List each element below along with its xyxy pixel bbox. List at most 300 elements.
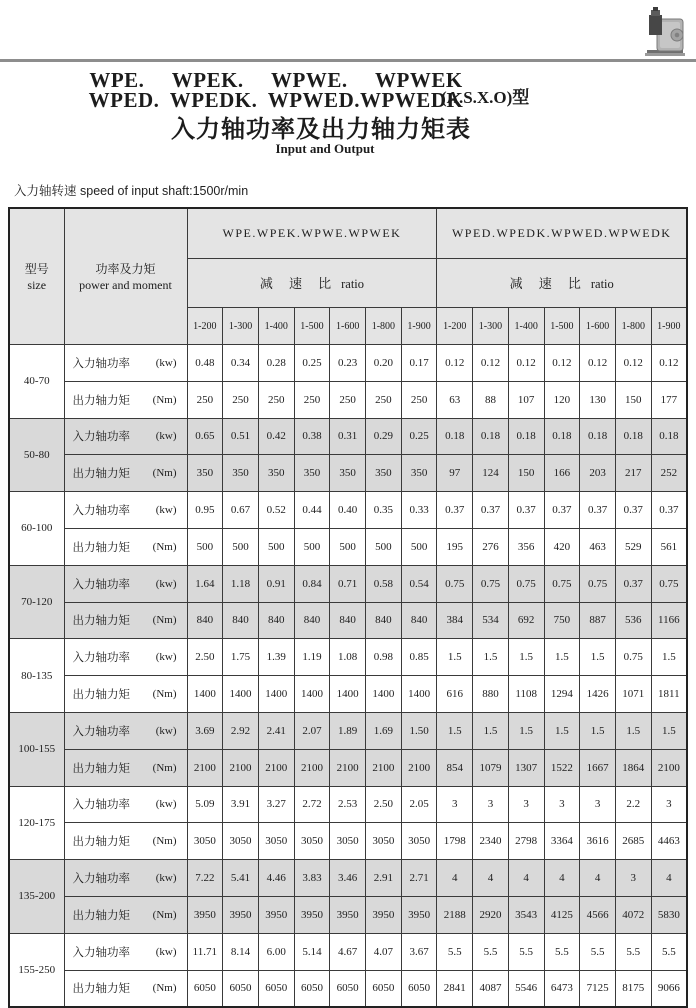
torque-value-cell: 203 bbox=[580, 455, 616, 492]
torque-value-cell: 880 bbox=[473, 676, 509, 713]
power-value-cell: 0.85 bbox=[401, 639, 437, 676]
power-value-cell: 0.18 bbox=[473, 418, 509, 455]
power-value-cell: 1.5 bbox=[580, 639, 616, 676]
torque-value-cell: 529 bbox=[615, 528, 651, 565]
torque-value-cell: 6473 bbox=[544, 970, 580, 1007]
power-moment-header-en: power and moment bbox=[79, 277, 172, 292]
torque-row-label-unit: (Nm) bbox=[152, 982, 177, 995]
torque-value-cell: 1426 bbox=[580, 676, 616, 713]
torque-value-cell: 4463 bbox=[651, 823, 687, 860]
size-column-header bbox=[9, 208, 64, 345]
power-value-cell: 2.72 bbox=[294, 786, 330, 823]
torque-value-cell: 4087 bbox=[473, 970, 509, 1007]
torque-value-cell: 6050 bbox=[366, 970, 402, 1007]
power-value-cell: 0.34 bbox=[223, 345, 259, 382]
power-value-cell: 0.25 bbox=[294, 345, 330, 382]
power-value-cell: 1.64 bbox=[187, 565, 223, 602]
table-row-torque bbox=[9, 676, 687, 713]
torque-value-cell: 350 bbox=[294, 455, 330, 492]
power-torque-table bbox=[8, 207, 688, 1008]
power-row-label-unit: (kw) bbox=[155, 651, 177, 664]
power-value-cell: 2.91 bbox=[366, 860, 402, 897]
torque-row-label-unit: (Nm) bbox=[152, 688, 177, 701]
torque-value-cell: 3950 bbox=[258, 896, 294, 933]
torque-value-cell: 1864 bbox=[615, 749, 651, 786]
torque-value-cell: 6050 bbox=[187, 970, 223, 1007]
power-value-cell: 4 bbox=[580, 860, 616, 897]
torque-value-cell: 150 bbox=[615, 381, 651, 418]
power-value-cell: 3 bbox=[544, 786, 580, 823]
power-value-cell: 0.84 bbox=[294, 565, 330, 602]
torque-row-label-unit: (Nm) bbox=[152, 835, 177, 848]
torque-value-cell: 350 bbox=[330, 455, 366, 492]
power-row-label-text: 入力轴功率 bbox=[72, 576, 130, 591]
power-value-cell: 3.46 bbox=[330, 860, 366, 897]
power-value-cell: 1.08 bbox=[330, 639, 366, 676]
torque-row-label bbox=[64, 749, 187, 786]
power-row-label-text: 入力轴功率 bbox=[72, 503, 130, 518]
power-value-cell: 0.95 bbox=[187, 492, 223, 529]
power-moment-header-cn: 功率及力矩 bbox=[95, 261, 156, 276]
torque-value-cell: 2100 bbox=[187, 749, 223, 786]
torque-value-cell: 250 bbox=[401, 381, 437, 418]
torque-row-label-text: 出力轴力矩 bbox=[72, 907, 130, 922]
torque-row-label bbox=[64, 896, 187, 933]
torque-value-cell: 2340 bbox=[473, 823, 509, 860]
power-value-cell: 4.67 bbox=[330, 933, 366, 970]
torque-value-cell: 6050 bbox=[223, 970, 259, 1007]
power-value-cell: 0.98 bbox=[366, 639, 402, 676]
power-value-cell: 5.5 bbox=[651, 933, 687, 970]
power-row-label-text: 入力轴功率 bbox=[72, 797, 130, 812]
torque-value-cell: 6050 bbox=[401, 970, 437, 1007]
power-value-cell: 0.37 bbox=[651, 492, 687, 529]
group-header-double: WPED.WPEDK.WPWED.WPWEDK bbox=[437, 208, 687, 259]
torque-value-cell: 195 bbox=[437, 528, 473, 565]
ratio-tick: 1-600 bbox=[580, 308, 616, 345]
torque-value-cell: 3950 bbox=[294, 896, 330, 933]
torque-row-label bbox=[64, 970, 187, 1007]
size-column-header-cn: 型号 bbox=[24, 261, 49, 276]
torque-value-cell: 854 bbox=[437, 749, 473, 786]
torque-row-label-text: 出力轴力矩 bbox=[72, 834, 130, 849]
power-value-cell: 3.67 bbox=[401, 933, 437, 970]
table-row-power bbox=[9, 933, 687, 970]
torque-value-cell: 4566 bbox=[580, 896, 616, 933]
power-value-cell: 5.5 bbox=[437, 933, 473, 970]
power-row-label-unit: (kw) bbox=[155, 577, 177, 590]
torque-row-label-text: 出力轴力矩 bbox=[72, 760, 130, 775]
torque-value-cell: 107 bbox=[508, 381, 544, 418]
ratio-tick: 1-800 bbox=[366, 308, 402, 345]
torque-value-cell: 536 bbox=[615, 602, 651, 639]
torque-value-cell: 3950 bbox=[401, 896, 437, 933]
power-value-cell: 0.75 bbox=[437, 565, 473, 602]
power-value-cell: 3 bbox=[615, 860, 651, 897]
power-value-cell: 6.00 bbox=[258, 933, 294, 970]
power-value-cell: 3 bbox=[437, 786, 473, 823]
power-value-cell: 0.51 bbox=[223, 418, 259, 455]
torque-value-cell: 500 bbox=[330, 528, 366, 565]
power-row-label-text: 入力轴功率 bbox=[72, 723, 130, 738]
power-value-cell: 0.37 bbox=[580, 492, 616, 529]
torque-value-cell: 840 bbox=[401, 602, 437, 639]
power-row-label-text: 入力轴功率 bbox=[72, 355, 130, 370]
type-designation: (A.S.X.O)型 bbox=[441, 88, 530, 107]
header-divider bbox=[0, 59, 696, 62]
torque-value-cell: 6050 bbox=[294, 970, 330, 1007]
power-value-cell: 0.75 bbox=[544, 565, 580, 602]
ratio-header-single bbox=[187, 259, 437, 308]
torque-row-label-unit: (Nm) bbox=[152, 908, 177, 921]
ratio-tick: 1-500 bbox=[294, 308, 330, 345]
table-row-power bbox=[9, 639, 687, 676]
power-value-cell: 1.5 bbox=[544, 712, 580, 749]
table-row-torque bbox=[9, 749, 687, 786]
power-value-cell: 5.5 bbox=[615, 933, 651, 970]
power-value-cell: 0.12 bbox=[580, 345, 616, 382]
torque-value-cell: 2188 bbox=[437, 896, 473, 933]
power-value-cell: 0.12 bbox=[615, 345, 651, 382]
table-row-power bbox=[9, 418, 687, 455]
power-value-cell: 0.29 bbox=[366, 418, 402, 455]
power-value-cell: 0.25 bbox=[401, 418, 437, 455]
torque-value-cell: 5830 bbox=[651, 896, 687, 933]
power-value-cell: 0.18 bbox=[437, 418, 473, 455]
torque-row-label bbox=[64, 676, 187, 713]
torque-value-cell: 1400 bbox=[223, 676, 259, 713]
power-value-cell: 4.07 bbox=[366, 933, 402, 970]
input-speed-note bbox=[14, 181, 248, 199]
torque-value-cell: 250 bbox=[366, 381, 402, 418]
power-row-label-unit: (kw) bbox=[155, 945, 177, 958]
torque-value-cell: 1400 bbox=[294, 676, 330, 713]
torque-row-label-text: 出力轴力矩 bbox=[72, 687, 130, 702]
power-value-cell: 5.5 bbox=[508, 933, 544, 970]
torque-value-cell: 2100 bbox=[401, 749, 437, 786]
torque-value-cell: 420 bbox=[544, 528, 580, 565]
torque-value-cell: 6050 bbox=[330, 970, 366, 1007]
size-cell: 100-155 bbox=[9, 712, 64, 786]
table-row-power bbox=[9, 786, 687, 823]
power-value-cell: 5.41 bbox=[223, 860, 259, 897]
ratio-tick: 1-400 bbox=[258, 308, 294, 345]
torque-value-cell: 8175 bbox=[615, 970, 651, 1007]
torque-row-label bbox=[64, 602, 187, 639]
power-value-cell: 7.22 bbox=[187, 860, 223, 897]
torque-value-cell: 1166 bbox=[651, 602, 687, 639]
power-value-cell: 1.18 bbox=[223, 565, 259, 602]
power-value-cell: 3 bbox=[473, 786, 509, 823]
torque-value-cell: 250 bbox=[330, 381, 366, 418]
power-value-cell: 0.37 bbox=[473, 492, 509, 529]
torque-value-cell: 150 bbox=[508, 455, 544, 492]
power-value-cell: 1.5 bbox=[508, 712, 544, 749]
power-value-cell: 1.5 bbox=[508, 639, 544, 676]
torque-value-cell: 2100 bbox=[651, 749, 687, 786]
power-value-cell: 3 bbox=[651, 786, 687, 823]
torque-row-label-unit: (Nm) bbox=[152, 467, 177, 480]
torque-value-cell: 2100 bbox=[258, 749, 294, 786]
table-row-torque bbox=[9, 455, 687, 492]
power-value-cell: 1.89 bbox=[330, 712, 366, 749]
torque-row-label-unit: (Nm) bbox=[152, 614, 177, 627]
power-row-label bbox=[64, 492, 187, 529]
torque-value-cell: 356 bbox=[508, 528, 544, 565]
power-value-cell: 1.5 bbox=[437, 639, 473, 676]
torque-value-cell: 177 bbox=[651, 381, 687, 418]
size-cell: 40-70 bbox=[9, 345, 64, 419]
torque-value-cell: 2100 bbox=[330, 749, 366, 786]
torque-row-label bbox=[64, 381, 187, 418]
table-row-power bbox=[9, 712, 687, 749]
torque-value-cell: 252 bbox=[651, 455, 687, 492]
power-value-cell: 1.50 bbox=[401, 712, 437, 749]
torque-value-cell: 1400 bbox=[401, 676, 437, 713]
power-value-cell: 2.05 bbox=[401, 786, 437, 823]
torque-value-cell: 5546 bbox=[508, 970, 544, 1007]
torque-value-cell: 350 bbox=[187, 455, 223, 492]
power-value-cell: 0.44 bbox=[294, 492, 330, 529]
table-row-torque bbox=[9, 823, 687, 860]
table-row-torque bbox=[9, 528, 687, 565]
input-speed-note-en: speed of input shaft:1500r/min bbox=[80, 184, 249, 198]
torque-value-cell: 3950 bbox=[366, 896, 402, 933]
power-value-cell: 0.12 bbox=[473, 345, 509, 382]
power-value-cell: 3.91 bbox=[223, 786, 259, 823]
torque-value-cell: 1798 bbox=[437, 823, 473, 860]
ratio-tick: 1-800 bbox=[615, 308, 651, 345]
torque-value-cell: 840 bbox=[330, 602, 366, 639]
torque-row-label-text: 出力轴力矩 bbox=[72, 392, 130, 407]
ratio-tick: 1-300 bbox=[473, 308, 509, 345]
torque-value-cell: 500 bbox=[401, 528, 437, 565]
power-value-cell: 2.07 bbox=[294, 712, 330, 749]
torque-value-cell: 63 bbox=[437, 381, 473, 418]
power-value-cell: 0.37 bbox=[544, 492, 580, 529]
power-value-cell: 0.18 bbox=[544, 418, 580, 455]
power-value-cell: 0.75 bbox=[580, 565, 616, 602]
torque-value-cell: 384 bbox=[437, 602, 473, 639]
power-value-cell: 4 bbox=[544, 860, 580, 897]
power-value-cell: 2.92 bbox=[223, 712, 259, 749]
power-value-cell: 1.5 bbox=[615, 712, 651, 749]
size-column-header-en: size bbox=[27, 277, 47, 292]
torque-value-cell: 561 bbox=[651, 528, 687, 565]
power-value-cell: 0.58 bbox=[366, 565, 402, 602]
ratio-tick: 1-200 bbox=[187, 308, 223, 345]
page-subtitle: Input and Output bbox=[275, 141, 375, 156]
torque-value-cell: 3950 bbox=[187, 896, 223, 933]
torque-value-cell: 534 bbox=[473, 602, 509, 639]
page-title: 入力轴功率及出力轴力矩表 bbox=[171, 115, 471, 143]
power-value-cell: 0.65 bbox=[187, 418, 223, 455]
torque-row-label bbox=[64, 455, 187, 492]
torque-value-cell: 3364 bbox=[544, 823, 580, 860]
power-value-cell: 3 bbox=[580, 786, 616, 823]
torque-value-cell: 1400 bbox=[330, 676, 366, 713]
power-row-label-unit: (kw) bbox=[155, 430, 177, 443]
torque-value-cell: 500 bbox=[294, 528, 330, 565]
power-value-cell: 3.27 bbox=[258, 786, 294, 823]
power-value-cell: 1.39 bbox=[258, 639, 294, 676]
torque-value-cell: 500 bbox=[223, 528, 259, 565]
torque-value-cell: 840 bbox=[294, 602, 330, 639]
torque-value-cell: 3616 bbox=[580, 823, 616, 860]
torque-row-label-text: 出力轴力矩 bbox=[72, 981, 130, 996]
torque-value-cell: 250 bbox=[258, 381, 294, 418]
ratio-header-en: ratio bbox=[341, 277, 365, 291]
power-value-cell: 4 bbox=[651, 860, 687, 897]
torque-value-cell: 1522 bbox=[544, 749, 580, 786]
ratio-tick: 1-500 bbox=[544, 308, 580, 345]
torque-value-cell: 124 bbox=[473, 455, 509, 492]
torque-value-cell: 250 bbox=[187, 381, 223, 418]
torque-value-cell: 2685 bbox=[615, 823, 651, 860]
power-value-cell: 0.42 bbox=[258, 418, 294, 455]
torque-value-cell: 1079 bbox=[473, 749, 509, 786]
torque-value-cell: 350 bbox=[223, 455, 259, 492]
power-value-cell: 0.37 bbox=[437, 492, 473, 529]
power-value-cell: 1.69 bbox=[366, 712, 402, 749]
power-value-cell: 4 bbox=[437, 860, 473, 897]
power-value-cell: 0.67 bbox=[223, 492, 259, 529]
ratio-tick: 1-600 bbox=[330, 308, 366, 345]
torque-value-cell: 166 bbox=[544, 455, 580, 492]
table-row-torque bbox=[9, 896, 687, 933]
torque-value-cell: 1811 bbox=[651, 676, 687, 713]
table-row-power bbox=[9, 565, 687, 602]
power-value-cell: 11.71 bbox=[187, 933, 223, 970]
power-value-cell: 0.20 bbox=[366, 345, 402, 382]
power-value-cell: 0.37 bbox=[615, 492, 651, 529]
torque-value-cell: 840 bbox=[366, 602, 402, 639]
torque-value-cell: 250 bbox=[294, 381, 330, 418]
power-value-cell: 1.5 bbox=[580, 712, 616, 749]
power-value-cell: 0.12 bbox=[544, 345, 580, 382]
power-value-cell: 1.5 bbox=[651, 712, 687, 749]
torque-value-cell: 500 bbox=[258, 528, 294, 565]
power-value-cell: 2.41 bbox=[258, 712, 294, 749]
torque-value-cell: 3050 bbox=[366, 823, 402, 860]
torque-value-cell: 88 bbox=[473, 381, 509, 418]
torque-row-label-unit: (Nm) bbox=[152, 540, 177, 553]
size-cell: 155-250 bbox=[9, 933, 64, 1007]
power-value-cell: 1.5 bbox=[473, 712, 509, 749]
power-value-cell: 3.83 bbox=[294, 860, 330, 897]
power-row-label-text: 入力轴功率 bbox=[72, 944, 130, 959]
power-value-cell: 0.75 bbox=[508, 565, 544, 602]
power-value-cell: 0.91 bbox=[258, 565, 294, 602]
power-row-label bbox=[64, 712, 187, 749]
table-row-power bbox=[9, 860, 687, 897]
gear-reducer-icon bbox=[644, 7, 688, 57]
power-value-cell: 0.18 bbox=[651, 418, 687, 455]
power-value-cell: 1.75 bbox=[223, 639, 259, 676]
torque-value-cell: 276 bbox=[473, 528, 509, 565]
power-value-cell: 0.40 bbox=[330, 492, 366, 529]
size-cell: 70-120 bbox=[9, 565, 64, 639]
ratio-tick: 1-200 bbox=[437, 308, 473, 345]
torque-value-cell: 350 bbox=[258, 455, 294, 492]
power-row-label bbox=[64, 345, 187, 382]
torque-value-cell: 840 bbox=[223, 602, 259, 639]
ratio-header-cn: 减 速 比 bbox=[509, 277, 587, 292]
power-value-cell: 2.2 bbox=[615, 786, 651, 823]
power-row-label-text: 入力轴功率 bbox=[72, 429, 130, 444]
torque-value-cell: 9066 bbox=[651, 970, 687, 1007]
power-row-label-unit: (kw) bbox=[155, 798, 177, 811]
power-value-cell: 0.75 bbox=[473, 565, 509, 602]
model-series-line1: WPE. WPEK. WPWE. WPWEK bbox=[89, 68, 463, 92]
power-value-cell: 0.35 bbox=[366, 492, 402, 529]
power-value-cell: 0.17 bbox=[401, 345, 437, 382]
power-value-cell: 1.19 bbox=[294, 639, 330, 676]
torque-value-cell: 1294 bbox=[544, 676, 580, 713]
power-value-cell: 0.75 bbox=[651, 565, 687, 602]
power-value-cell: 2.53 bbox=[330, 786, 366, 823]
power-row-label bbox=[64, 639, 187, 676]
size-cell: 60-100 bbox=[9, 492, 64, 566]
power-value-cell: 0.38 bbox=[294, 418, 330, 455]
power-value-cell: 1.5 bbox=[544, 639, 580, 676]
torque-value-cell: 1667 bbox=[580, 749, 616, 786]
power-value-cell: 0.54 bbox=[401, 565, 437, 602]
power-value-cell: 2.71 bbox=[401, 860, 437, 897]
power-row-label bbox=[64, 565, 187, 602]
power-value-cell: 0.33 bbox=[401, 492, 437, 529]
power-value-cell: 1.5 bbox=[473, 639, 509, 676]
power-value-cell: 0.12 bbox=[651, 345, 687, 382]
power-value-cell: 4.46 bbox=[258, 860, 294, 897]
torque-value-cell: 1400 bbox=[187, 676, 223, 713]
power-value-cell: 0.31 bbox=[330, 418, 366, 455]
torque-row-label-text: 出力轴力矩 bbox=[72, 539, 130, 554]
torque-value-cell: 887 bbox=[580, 602, 616, 639]
torque-value-cell: 3050 bbox=[294, 823, 330, 860]
torque-value-cell: 350 bbox=[366, 455, 402, 492]
torque-row-label-text: 出力轴力矩 bbox=[72, 466, 130, 481]
power-row-label-text: 入力轴功率 bbox=[72, 871, 130, 886]
torque-value-cell: 692 bbox=[508, 602, 544, 639]
group-header-single: WPE.WPEK.WPWE.WPWEK bbox=[187, 208, 437, 259]
torque-value-cell: 350 bbox=[401, 455, 437, 492]
torque-value-cell: 1071 bbox=[615, 676, 651, 713]
power-value-cell: 5.09 bbox=[187, 786, 223, 823]
size-cell: 135-200 bbox=[9, 860, 64, 934]
torque-value-cell: 1400 bbox=[258, 676, 294, 713]
ratio-tick: 1-900 bbox=[651, 308, 687, 345]
worm-gear-reducer-photo bbox=[644, 7, 688, 57]
torque-value-cell: 500 bbox=[366, 528, 402, 565]
power-value-cell: 0.48 bbox=[187, 345, 223, 382]
torque-value-cell: 1400 bbox=[366, 676, 402, 713]
table-row-torque bbox=[9, 970, 687, 1007]
torque-value-cell: 120 bbox=[544, 381, 580, 418]
torque-value-cell: 4125 bbox=[544, 896, 580, 933]
torque-value-cell: 3050 bbox=[330, 823, 366, 860]
power-value-cell: 2.50 bbox=[187, 639, 223, 676]
torque-value-cell: 1307 bbox=[508, 749, 544, 786]
torque-value-cell: 6050 bbox=[258, 970, 294, 1007]
power-value-cell: 0.37 bbox=[508, 492, 544, 529]
power-value-cell: 4 bbox=[473, 860, 509, 897]
torque-value-cell: 7125 bbox=[580, 970, 616, 1007]
ratio-header-en: ratio bbox=[590, 277, 614, 291]
power-value-cell: 0.71 bbox=[330, 565, 366, 602]
torque-value-cell: 616 bbox=[437, 676, 473, 713]
torque-value-cell: 3050 bbox=[223, 823, 259, 860]
